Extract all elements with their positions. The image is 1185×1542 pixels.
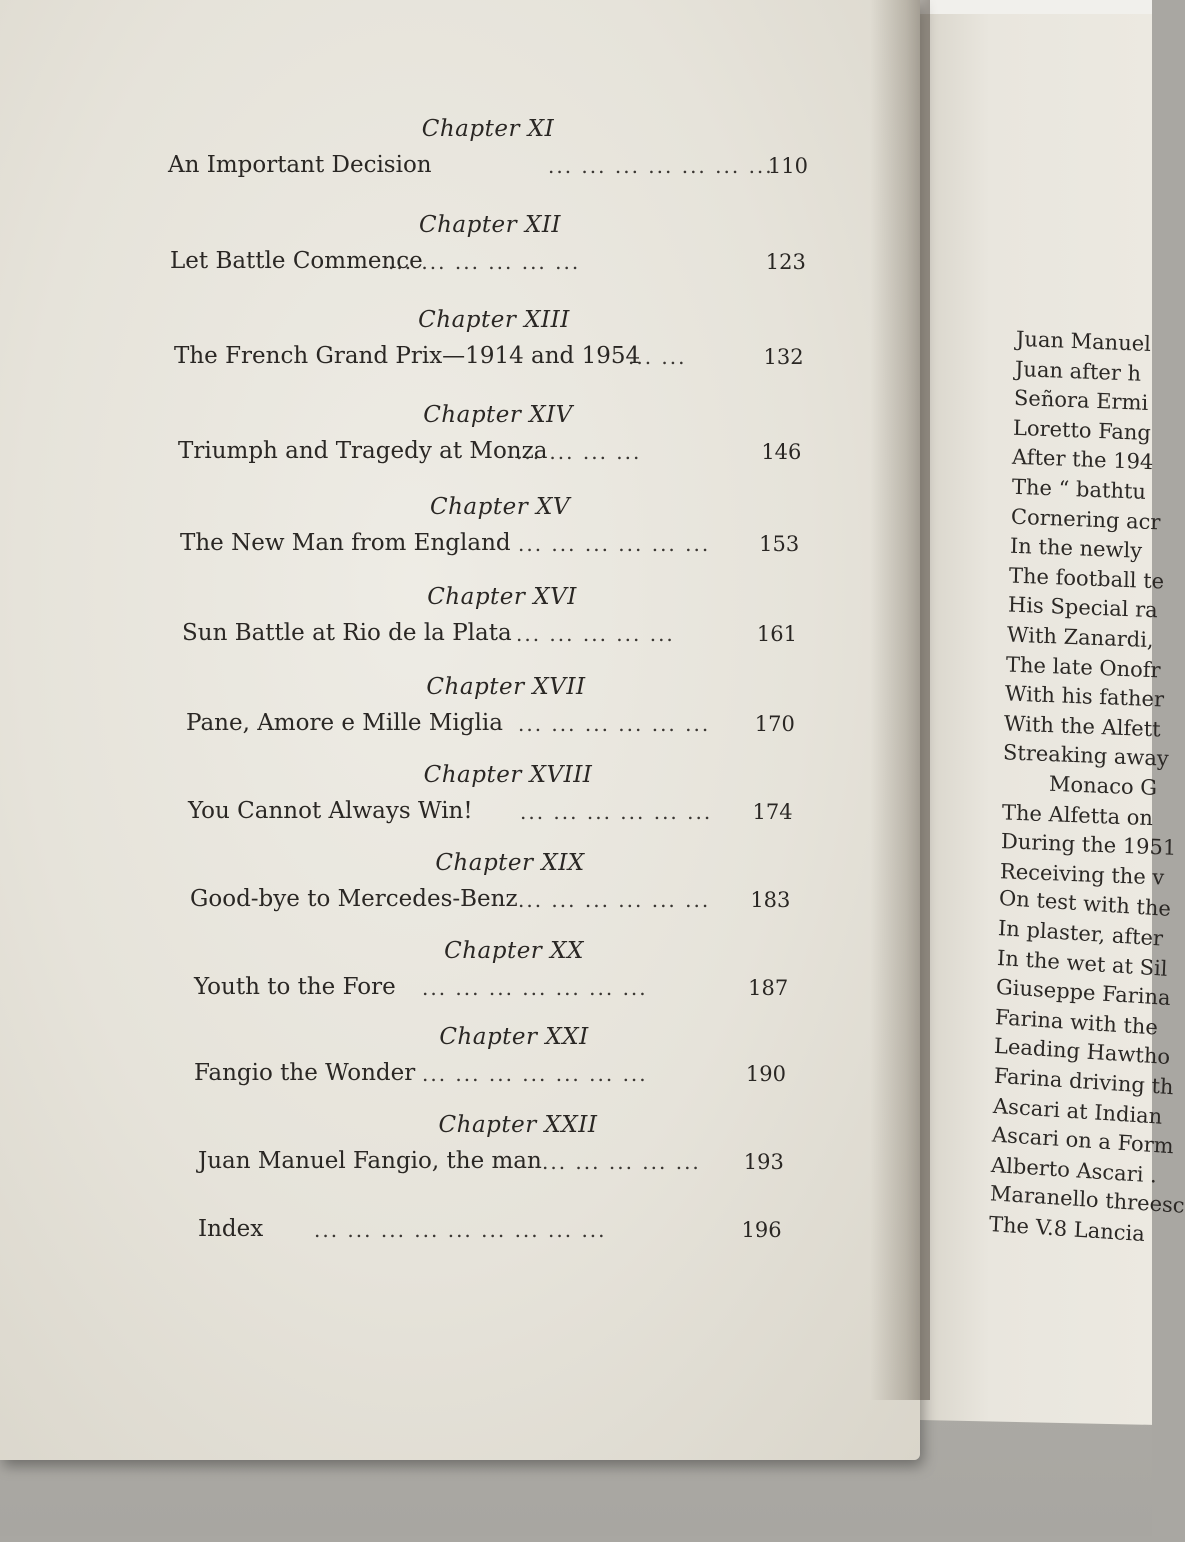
chapter-heading: Chapter XVI: [427, 584, 577, 610]
chapter-heading: Chapter XI: [421, 116, 555, 142]
illustration-entry: Streaking away: [1003, 740, 1170, 772]
chapter-title: Fangio the Wonder: [194, 1060, 416, 1086]
illustration-entry: During the 1951: [1000, 829, 1177, 861]
illustration-entry: The football te: [1008, 563, 1165, 594]
illustration-entry: The late Onofr: [1005, 652, 1161, 682]
illustration-entry: Loretto Fang: [1013, 415, 1152, 445]
chapter-heading: Chapter XVII: [426, 674, 586, 700]
chapter-title: Let Battle Commence: [170, 248, 423, 274]
toc-line: [168, 710, 808, 742]
illustration-entry: Monaco G: [1048, 771, 1157, 800]
chapter-heading: Chapter XVIII: [423, 762, 593, 788]
page-number: 161: [756, 622, 797, 646]
chapter-heading: Chapter XIV: [423, 402, 573, 428]
toc-line: [168, 343, 808, 375]
right-page: [920, 0, 1185, 1425]
chapter-heading: Chapter XIX: [435, 850, 585, 876]
illustration-entry: Ascari at Indian: [992, 1093, 1163, 1129]
toc-entry: [168, 1104, 808, 1198]
dot-leaders: ... ... ... ... ... ...: [518, 712, 711, 736]
dot-leaders: ... ... ... ... ... ...: [518, 888, 711, 912]
toc-entry: [168, 666, 808, 760]
dot-leaders: ... ... ... ... ... ...: [388, 250, 581, 274]
toc-entry: [168, 576, 808, 670]
page-number: 187: [748, 976, 789, 1000]
page-number: 190: [745, 1062, 786, 1086]
page-number: 183: [750, 888, 791, 912]
toc-entry: [168, 394, 808, 488]
page-gutter-shadow: [870, 0, 930, 1400]
page-number: 170: [754, 712, 795, 736]
illustration-entry: Señora Ermi: [1013, 385, 1149, 416]
chapter-title: The New Man from England: [180, 530, 511, 556]
illustration-entry: Juan Manuel: [1015, 326, 1152, 357]
illustration-entry: With his father: [1004, 681, 1165, 712]
toc-entry: [168, 1186, 808, 1280]
toc-entry: [168, 108, 808, 202]
page-number: 110: [767, 154, 808, 178]
toc-line: [168, 438, 808, 470]
toc-line: [168, 530, 808, 562]
page-number: 146: [761, 440, 802, 464]
page-number: 196: [741, 1218, 782, 1242]
dot-leaders: ... ... ... ... ... ... ...: [422, 976, 648, 1000]
toc-line: [168, 248, 808, 280]
toc-line: [168, 798, 808, 830]
illustration-entry: Alberto Ascari .: [990, 1152, 1158, 1188]
chapter-title: An Important Decision: [168, 152, 432, 178]
illustration-entry: Giuseppe Farina: [995, 974, 1172, 1011]
page-number: 193: [743, 1150, 784, 1174]
page-number: 132: [763, 345, 804, 369]
illustration-entry: Ascari on a Form: [991, 1122, 1174, 1159]
chapter-title: You Cannot Always Win!: [188, 798, 473, 824]
illustration-entry: Leading Hawtho: [993, 1034, 1171, 1070]
chapter-title: Youth to the Fore: [194, 974, 396, 1000]
toc-entry: [168, 486, 808, 580]
chapter-title: The French Grand Prix—1914 and 1954: [174, 343, 641, 369]
page-corner: [920, 0, 1152, 14]
chapter-heading: Chapter XII: [418, 212, 562, 238]
illustration-entry: In plaster, after: [997, 916, 1164, 951]
illustration-entry: Farina with the: [994, 1004, 1159, 1040]
chapter-title: Index: [198, 1216, 264, 1242]
illustration-entry: After the 194: [1012, 445, 1154, 475]
toc-line: [168, 974, 808, 1006]
illustration-entry: Cornering acr: [1010, 504, 1161, 534]
dot-leaders: ... ... ... ... ... ... ...: [548, 154, 774, 178]
list-of-illustrations: [920, 0, 1185, 1541]
page-number: 123: [765, 250, 806, 274]
chapter-title: Good-bye to Mercedes-Benz: [190, 886, 518, 912]
illustration-entry: On test with the: [998, 886, 1172, 922]
chapter-title: Triumph and Tragedy at Monza: [178, 438, 548, 464]
illustration-entry: In the wet at Sil: [996, 945, 1169, 981]
illustration-entry: In the newly: [1009, 533, 1142, 563]
illustration-entry: Receiving the v: [999, 859, 1165, 890]
toc-entry: [168, 1016, 808, 1110]
chapter-heading: Chapter XV: [430, 494, 570, 520]
illustration-entry: Juan after h: [1014, 356, 1142, 386]
toc-line: [168, 1060, 808, 1092]
dot-leaders: ... ... ... ... ... ... ... ... ...: [314, 1218, 607, 1242]
toc-entry: [168, 930, 808, 1024]
chapter-heading: Chapter XXII: [438, 1112, 598, 1138]
chapter-title: Sun Battle at Rio de la Plata: [182, 620, 512, 646]
illustration-entry: With Zanardi,: [1006, 622, 1154, 653]
illustration-entry: His Special ra: [1007, 592, 1158, 623]
illustration-entry: The “ bathtu: [1011, 474, 1146, 504]
dot-leaders: ... ... ... ... ... ...: [520, 800, 713, 824]
illustration-entry: The V.8 Lancia: [988, 1212, 1146, 1247]
chapter-heading: Chapter XIII: [418, 307, 570, 333]
toc-entry: [168, 299, 808, 393]
dot-leaders: ... ... ... ... ... ...: [518, 532, 711, 556]
dot-leaders: ... ...: [628, 345, 687, 369]
toc-line: [168, 886, 808, 918]
illustration-entry: Maranello threesc: [989, 1181, 1185, 1219]
dot-leaders: ... ... ... ... ...: [542, 1150, 701, 1174]
page-number: 174: [752, 800, 793, 824]
toc-line: [168, 1148, 808, 1180]
dot-leaders: ... ... ... ...: [516, 440, 642, 464]
chapter-title: Pane, Amore e Mille Miglia: [186, 710, 503, 736]
illustration-entry: With the Alfett: [1004, 711, 1162, 742]
page-number: 153: [759, 532, 800, 556]
chapter-heading: Chapter XX: [444, 938, 584, 964]
toc-line: [168, 152, 808, 184]
toc-line: [168, 1216, 808, 1248]
dot-leaders: ... ... ... ... ...: [516, 622, 675, 646]
dot-leaders: ... ... ... ... ... ... ...: [422, 1062, 648, 1086]
toc-entry: [168, 204, 808, 298]
toc-entry: [168, 842, 808, 936]
illustration-entry: Farina driving th: [993, 1063, 1174, 1100]
toc-line: [168, 620, 808, 652]
illustration-entry: The Alfetta on: [1001, 799, 1153, 830]
toc-entry: [168, 754, 808, 848]
chapter-title: Juan Manuel Fangio, the man: [198, 1148, 542, 1174]
chapter-heading: Chapter XXI: [439, 1024, 589, 1050]
